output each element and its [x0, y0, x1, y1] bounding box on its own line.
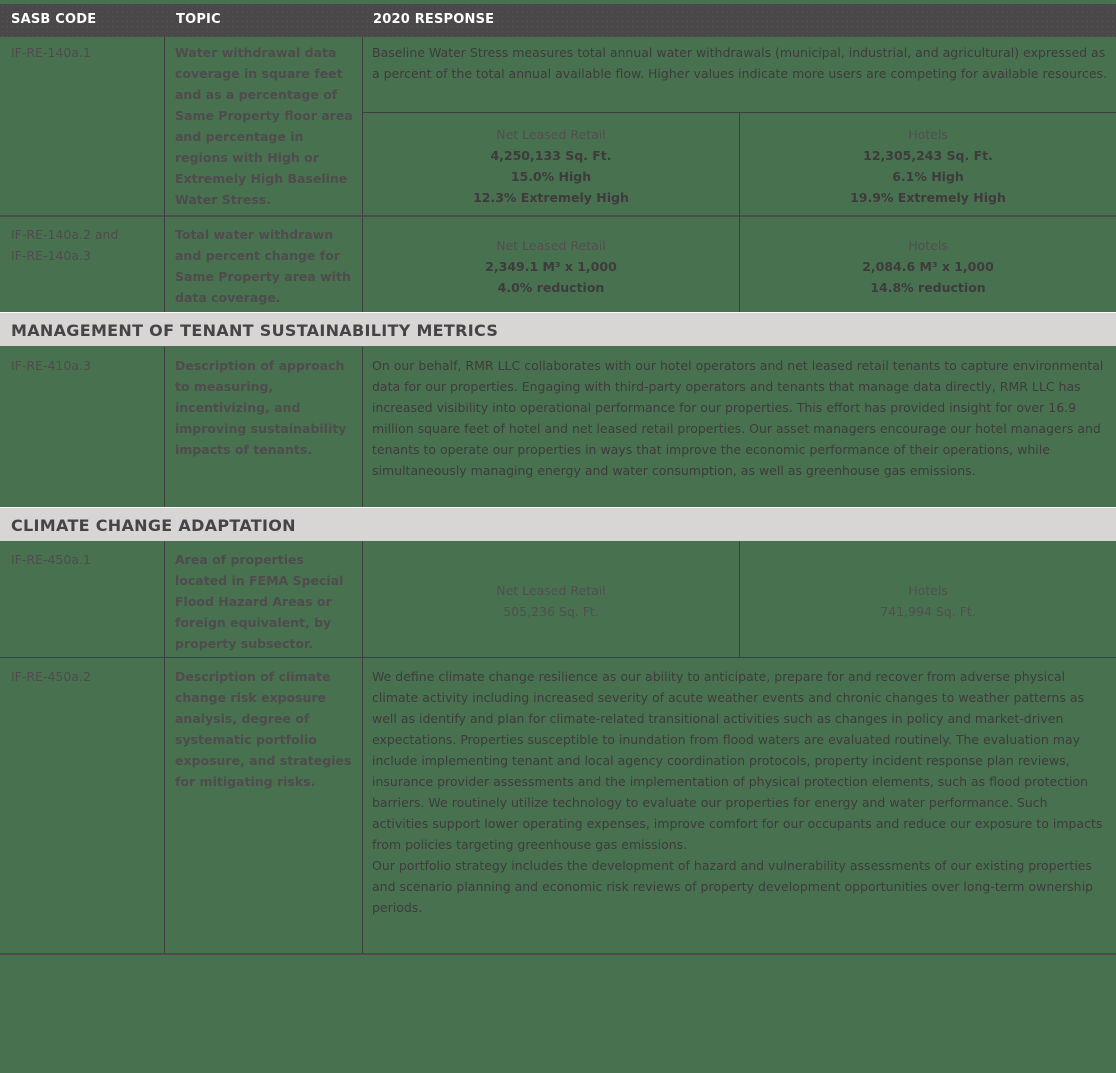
response-paragraph: Our portfolio strategy includes the development of hazard and vulnerability assessments of our existing properties and scenario planning and economic risk reviews of property development opportunities over long-term ownership periods. — [372, 858, 1093, 915]
row1-response: Baseline Water Stress measures total annual water withdrawals (municipal, industrial, and agricultural) expressed as a percent of the total annual available flow. Higher values indicate more users are competing for available resources. — [372, 45, 1108, 81]
label: Net Leased Retail — [496, 127, 606, 142]
label: Hotels — [908, 583, 948, 598]
value: 4,250,133 Sq. Ft. — [490, 148, 612, 163]
col-divider — [164, 37, 165, 312]
value: 2,349.1 M³ x 1,000 — [485, 259, 617, 274]
row1-hotels — [740, 124, 1116, 208]
row5-response — [372, 666, 1107, 918]
row2-net-leased-retail — [363, 235, 739, 298]
row2-hotels — [740, 235, 1116, 298]
label: Hotels — [908, 238, 948, 253]
value: 4.0% reduction — [497, 280, 605, 295]
col-divider — [164, 541, 165, 953]
row5-code: IF-RE-450a.2 — [11, 669, 91, 684]
row3-code: IF-RE-410a.3 — [11, 358, 91, 373]
header-sasb-code: SASB CODE — [11, 12, 97, 27]
value: 19.9% Extremely High — [850, 190, 1006, 205]
label: Hotels — [908, 127, 948, 142]
section-title: CLIMATE CHANGE ADAPTATION — [11, 516, 296, 535]
table-header — [0, 4, 1116, 37]
header-response: 2020 RESPONSE — [373, 12, 495, 27]
value: 12.3% Extremely High — [473, 190, 629, 205]
row5-topic: Description of climate change risk exposure analysis, degree of systematic portfolio exposure, and strategies for mitigating risks. — [175, 669, 352, 789]
value: 2,084.6 M³ x 1,000 — [862, 259, 994, 274]
value: 12,305,243 Sq. Ft. — [863, 148, 993, 163]
col-divider — [164, 347, 165, 507]
value: 6.1% High — [892, 169, 964, 184]
row1-net-leased-retail — [363, 124, 739, 208]
row2-topic: Total water withdrawn and percent change for Same Property area with data coverage. — [175, 227, 351, 305]
response-paragraph: We define climate change resilience as our ability to anticipate, prepare for and recover from adverse physical climate activity including increased severity of acute weather events and chronic changes to weather patterns as well as identify and plan for climate-related transitional activities such as changes in policy and market-driven expectations. Properties susceptible to inundation from flood waters are evaluated routinely. The evaluation may include implementing tenant and local agency coordination protocols, property incident response plan reviews, insurance provider assessments and the implementation of physical protection elements, such as flood protection barriers. We routinely utilize technology to evaluate our properties for energy and water performance. Such activities support lower operating expenses, improve comfort for our occupants and reduce our exposure to impacts from policies targeting greenhouse gas emissions. — [372, 669, 1103, 852]
col-divider — [739, 541, 740, 657]
section-tenant-metrics — [0, 312, 1116, 346]
row2-code — [11, 224, 118, 266]
row4-topic: Area of properties located in FEMA Special Flood Hazard Areas or foreign equivalent, by property subsector. — [175, 552, 344, 651]
table-bottom-border — [0, 953, 1116, 955]
row4-hotels — [740, 580, 1116, 622]
row4-net-leased-retail — [363, 580, 739, 622]
row-divider — [0, 215, 1116, 217]
row4-code: IF-RE-450a.1 — [11, 552, 91, 567]
label: Net Leased Retail — [496, 583, 606, 598]
col-divider — [739, 113, 740, 312]
section-title: MANAGEMENT OF TENANT SUSTAINABILITY METRICS — [11, 321, 499, 340]
row-divider — [0, 657, 1116, 658]
code-line: IF-RE-140a.2 and — [11, 227, 119, 242]
col-divider — [362, 541, 363, 953]
col-divider — [362, 37, 363, 312]
row1-code: IF-RE-140a.1 — [11, 45, 91, 60]
row3-response: On our behalf, RMR LLC collaborates with our hotel operators and net leased retail tenants to capture environmental data for our properties. Engaging with third-party operators and tenants that manage data directly, RMR LLC has increased visibility into operational performance for our properties. This effort has provided insight for over 16.9 million square feet of hotel and net leased retail properties. Our asset managers encourage our hotel managers and tenants to operate our properties in ways that improve the economic performance of their operations, while simultaneously managing energy and water consumption, as well as greenhouse gas emissions. — [372, 358, 1104, 478]
header-topic: TOPIC — [176, 12, 221, 27]
value: 505,236 Sq. Ft. — [503, 604, 599, 619]
value: 741,994 Sq. Ft. — [880, 604, 976, 619]
label: Net Leased Retail — [496, 238, 606, 253]
row1-topic: Water withdrawal data coverage in square feet and as a percentage of Same Property floor area and percentage in regions with High or Extremely High Baseline Water Stress. — [175, 45, 353, 207]
value: 14.8% reduction — [870, 280, 986, 295]
row3-topic: Description of approach to measuring, incentivizing, and improving sustainability impacts of tenants. — [175, 358, 347, 457]
value: 15.0% High — [510, 169, 592, 184]
section-climate-adaptation — [0, 507, 1116, 541]
code-line: IF-RE-140a.3 — [11, 248, 91, 263]
col-divider — [362, 347, 363, 507]
